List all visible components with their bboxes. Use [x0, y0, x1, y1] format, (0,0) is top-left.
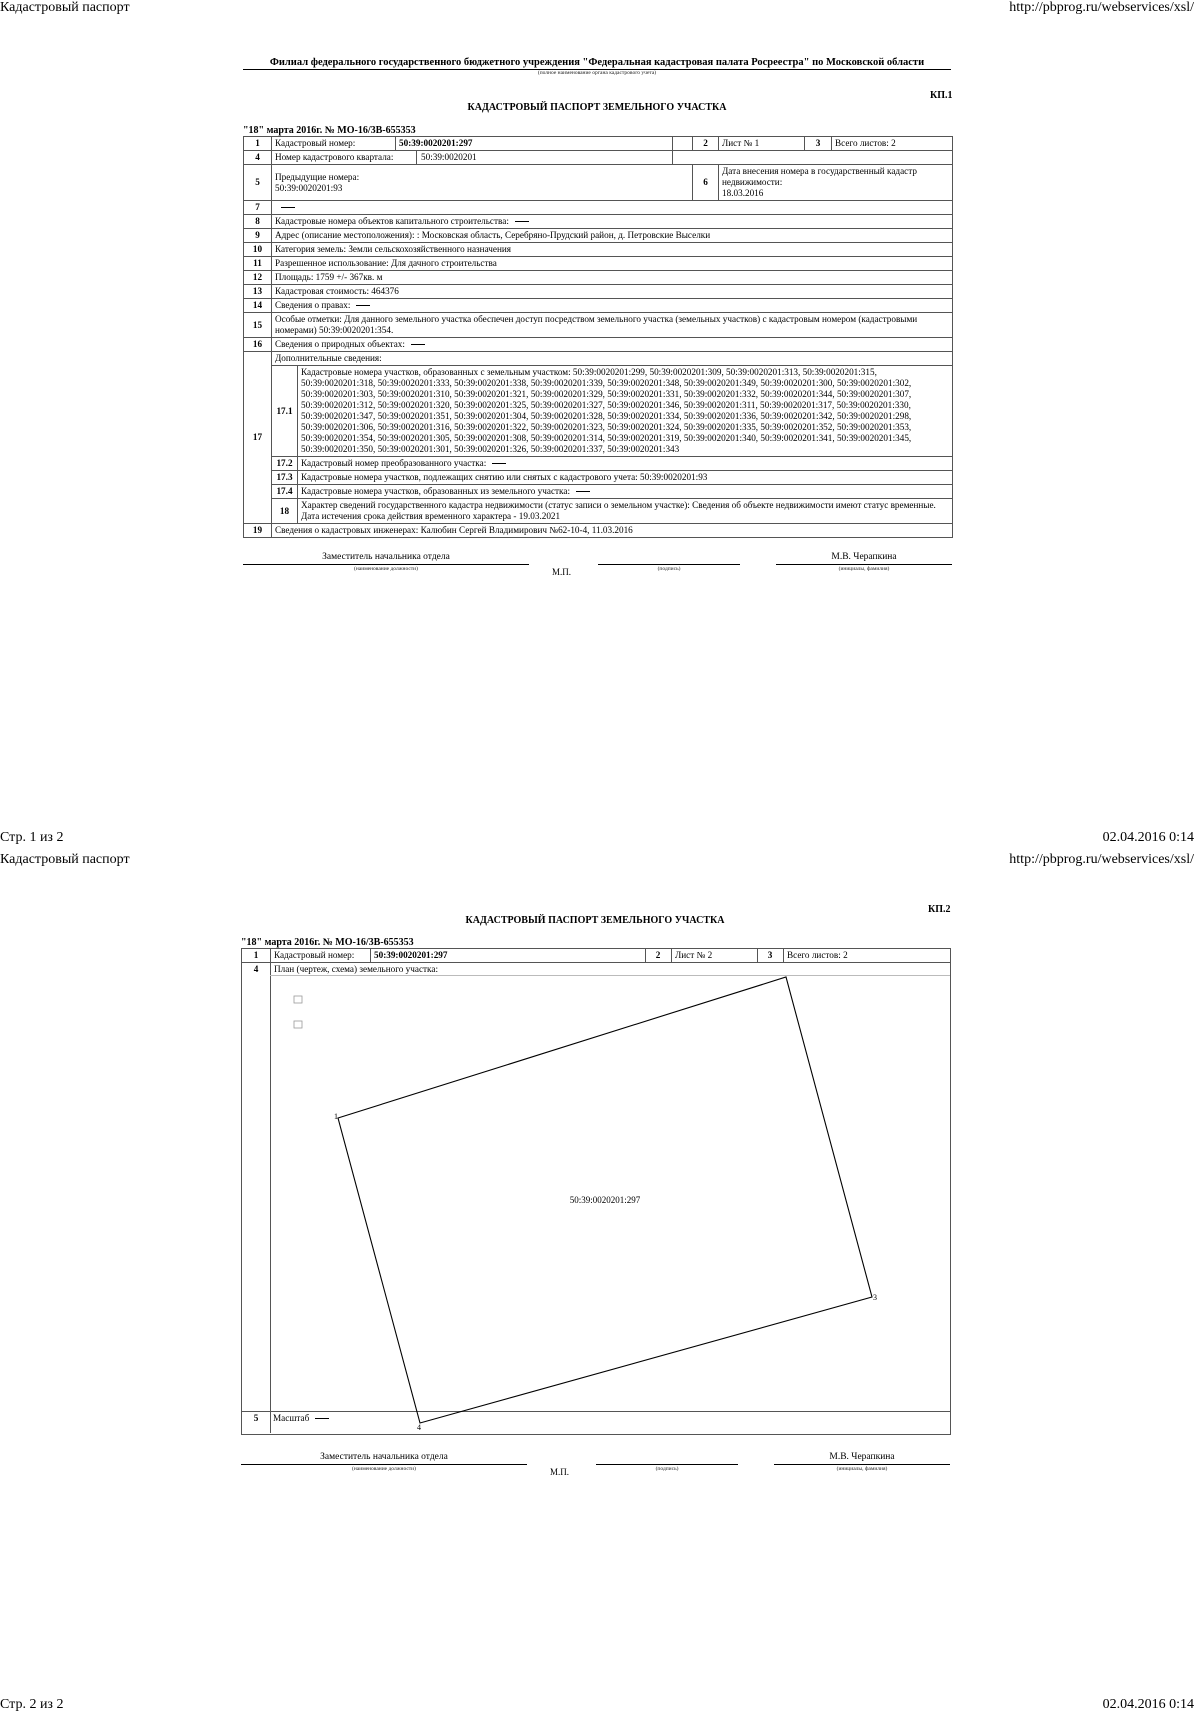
browser-url: http://pbprog.ru/webservices/xsl/ — [1009, 0, 1194, 15]
row-number: 2 — [693, 137, 719, 151]
row-number: 3 — [767, 950, 773, 960]
empty-dash — [492, 463, 506, 464]
row-number: 18 — [272, 499, 298, 524]
row-number: 10 — [244, 243, 272, 257]
position-line — [241, 1464, 527, 1465]
table-row — [244, 485, 953, 499]
row-number: 11 — [244, 257, 272, 271]
row-number: 7 — [244, 201, 272, 215]
row-number: 2 — [655, 950, 661, 960]
sheet-title: КАДАСТРОВЫЙ ПАСПОРТ ЗЕМЕЛЬНОГО УЧАСТКА — [465, 915, 725, 926]
empty-dash — [281, 207, 295, 208]
row-number: 12 — [244, 271, 272, 285]
table-row — [244, 366, 953, 457]
row-number: 16 — [244, 338, 272, 352]
signer-name: М.В. Черапкина — [829, 1452, 895, 1462]
browser-page-title: Кадастровый паспорт — [0, 852, 130, 867]
row-number: 4 — [253, 964, 259, 974]
signature-line — [598, 564, 740, 565]
table-row — [244, 285, 953, 299]
field-label: Кадастровый номер: — [274, 950, 355, 960]
field-text: Кадастровый номер преобразованного участка: — [301, 458, 487, 468]
row-number: 17 — [244, 352, 272, 524]
legend-box-icon — [294, 1021, 302, 1028]
quarter-number: 50:39:0020201 — [421, 152, 477, 162]
empty-dash — [356, 305, 370, 306]
row-number: 14 — [244, 299, 272, 313]
table-row — [244, 299, 953, 313]
signature-line — [596, 1464, 738, 1465]
empty-dash — [576, 491, 590, 492]
row-number: 4 — [244, 151, 272, 165]
field-text: Кадастровые номера участков, образованных из земельного участка: — [301, 486, 571, 496]
table-row — [244, 243, 953, 257]
total-sheets: Всего листов: 2 — [832, 137, 953, 151]
passport-table-sheet1 — [243, 136, 953, 538]
position-caption: (наименование должности) — [352, 1466, 416, 1472]
empty-dash — [411, 344, 425, 345]
position-caption: (наименование должности) — [354, 566, 418, 572]
field-label: План (чертеж, схема) земельного участка: — [274, 964, 439, 974]
table-row — [244, 215, 953, 229]
field-label: Дата внесения номера в государственный кадастр недвижимости: — [722, 166, 917, 187]
cadastral-number: 50:39:0020201:297 — [374, 950, 448, 960]
position-line — [243, 564, 529, 565]
land-category: Категория земель: Земли сельскохозяйственного назначения — [272, 243, 953, 257]
total-sheets: Всего листов: 2 — [787, 950, 848, 960]
cadastral-number: 50:39:0020201:297 — [396, 137, 673, 151]
field-text: Сведения о природных объектах: — [275, 339, 405, 349]
field-text: Дополнительные сведения: — [272, 352, 953, 366]
registration-date: 18.03.2016 — [722, 188, 764, 198]
field-label: Номер кадастрового квартала: — [272, 151, 417, 164]
previous-number: 50:39:0020201:93 — [275, 182, 343, 193]
row-number: 13 — [244, 285, 272, 299]
row-number: 1 — [242, 949, 271, 962]
seal-place: М.П. — [550, 1467, 570, 1477]
seal-place: М.П. — [552, 567, 572, 577]
area: Площадь: 1759 +/- 367кв. м — [272, 271, 953, 285]
row-number: 17.1 — [272, 366, 298, 457]
row-number: 15 — [244, 313, 272, 338]
sheet-number: Лист № 2 — [675, 950, 713, 960]
row-number: 6 — [693, 165, 719, 201]
permitted-use: Разрешенное использование: Для дачного строительства — [272, 257, 953, 271]
table-row — [244, 165, 953, 201]
removed-parcels: Кадастровые номера участков, подлежащих снятию или снятых с кадастрового учета: 50:39:0020201:93 — [298, 471, 953, 485]
row-number: 8 — [244, 215, 272, 229]
table-row — [244, 457, 953, 471]
signature-caption: (подпись) — [657, 566, 681, 572]
table-row — [244, 137, 953, 151]
row-number: 5 — [244, 165, 272, 201]
row-number: 17.2 — [272, 457, 298, 471]
browser-page-title: Кадастровый паспорт — [0, 0, 130, 15]
row-number: 17.3 — [272, 471, 298, 485]
formed-parcels-list: Кадастровые номера участков, образованных с земельным участком: 50:39:0020201:299, 50:39:0020201:309, 50:39:0020201:313, 50:39:0020201:315, 50:39:0020201:318, 50:39:0020201:333, 50:39:0020201:338, 50:39:0020201:339, 50:39:0020201:348, 50:39:0020201:349, 50:39:0020201:300, 50:39:0020201:302, 50:39:0020201:303, 50:39:0020201:310, 50:39:0020201:321, 50:39:0020201:329, 50:39:0020201:331, 50:39:0020201:332, 50:39:0020201:344, 50:39:0020201:307, 50:39:0020201:312, 50:39:0020201:320, 50:39:0020201:325, 50:39:0020201:327, 50:39:0020201:346, 50:39:0020201:311, 50:39:0020201:317, 50:39:0020201:330, 50:39:0020201:347, 50:39:0020201:351, 50:39:0020201:304, 50:39:0020201:328, 50:39:0020201:334, 50:39:0020201:336, 50:39:0020201:342, 50:39:0020201:298, 50:39:0020201:306, 50:39:0020201:316, 50:39:0020201:322, 50:39:0020201:323, 50:39:0020201:324, 50:39:0020201:335, 50:39:0020201:352, 50:39:0020201:353, 50:39:0020201:354, 50:39:0020201:305, 50:39:0020201:308, 50:39:0020201:314, 50:39:0020201:319, 50:39:0020201:340, 50:39:0020201:341, 50:39:0020201:345, 50:39:0020201:350, 50:39:0020201:301, 50:39:0020201:326, 50:39:0020201:337, 50:39:0020201:343 — [298, 366, 953, 457]
date-number: "18" марта 2016г. № МО-16/3В-655353 — [241, 937, 414, 948]
field-label: Масштаб — [273, 1413, 310, 1423]
legend-box-icon — [294, 996, 302, 1003]
table-row — [244, 229, 953, 243]
row-number: 5 — [253, 1413, 259, 1423]
record-status: Характер сведений государственного кадастра недвижимости (статус записи о земельном участке): Сведения об объекте недвижимости имеют статус временные. Дата истечения срока действия временного характера - 19.03.2021 — [298, 499, 953, 524]
sheet-title: КАДАСТРОВЫЙ ПАСПОРТ ЗЕМЕЛЬНОГО УЧАСТКА — [467, 102, 727, 113]
vertex-label: 1 — [334, 1112, 338, 1121]
page-footer-left: Стр. 1 из 2 — [0, 830, 64, 845]
kp-label: КП.2 — [928, 904, 951, 915]
signature-caption: (подпись) — [655, 1466, 679, 1472]
name-line — [774, 1464, 950, 1465]
table-row — [244, 499, 953, 524]
table-row — [244, 201, 953, 215]
field-text: Сведения о правах: — [275, 300, 351, 310]
table-row — [244, 524, 953, 538]
kp-label: КП.1 — [930, 90, 953, 101]
table-row — [244, 313, 953, 338]
row-number: 9 — [244, 229, 272, 243]
parcel-label: 50:39:0020201:297 — [569, 1195, 641, 1205]
sheet-number: Лист № 1 — [719, 137, 805, 151]
empty-dash — [515, 221, 529, 222]
date-number: "18" марта 2016г. № МО-16/3В-655353 — [243, 125, 416, 136]
table-row — [244, 471, 953, 485]
row-number: 1 — [244, 137, 272, 151]
parcel-plan-drawing — [241, 948, 950, 1434]
cadastral-value: Кадастровая стоимость: 464376 — [272, 285, 953, 299]
signer-position: Заместитель начальника отдела — [322, 552, 450, 562]
table-row — [244, 151, 953, 165]
browser-url: http://pbprog.ru/webservices/xsl/ — [1009, 852, 1194, 867]
address: Адрес (описание местоположения): : Московская область, Серебряно-Прудский район, д. Петровские Выселки — [272, 229, 953, 243]
page-footer-right: 02.04.2016 0:14 — [1102, 1697, 1194, 1712]
name-caption: (инициалы, фамилия) — [838, 566, 890, 572]
name-line — [776, 564, 952, 565]
org-caption: (полное наименование органа кадастрового учета) — [537, 70, 657, 76]
name-caption: (инициалы, фамилия) — [836, 1466, 888, 1472]
row-number: 19 — [244, 524, 272, 538]
special-notes: Особые отметки: Для данного земельного участка обеспечен доступ посредством земельного участка (земельных участков) с кадастровым номером (кадастровыми номерами) 50:39:0020201:354. — [272, 313, 953, 338]
table-row — [244, 257, 953, 271]
page-footer-left: Стр. 2 из 2 — [0, 1697, 64, 1712]
signer-position: Заместитель начальника отдела — [320, 1452, 448, 1462]
org-name: Филиал федерального государственного бюджетного учреждения "Федеральная кадастровая палата Росреестра" по Московской области — [269, 57, 925, 68]
field-label: Предыдущие номера: — [275, 171, 360, 182]
vertex-label: 4 — [417, 1423, 421, 1432]
cadastral-engineers: Сведения о кадастровых инженерах: Калюбин Сергей Владимирович №62-10-4, 11.03.2016 — [272, 524, 953, 538]
field-text: Кадастровые номера объектов капитального строительства: — [275, 216, 509, 226]
row-number: 17.4 — [272, 485, 298, 499]
table-row — [244, 352, 953, 366]
table-row — [244, 271, 953, 285]
row-number: 3 — [805, 137, 832, 151]
vertex-label: 3 — [873, 1293, 877, 1302]
page-footer-right: 02.04.2016 0:14 — [1102, 830, 1194, 845]
table-row — [244, 338, 953, 352]
field-label: Кадастровый номер: — [272, 137, 396, 151]
signer-name: М.В. Черапкина — [831, 552, 897, 562]
